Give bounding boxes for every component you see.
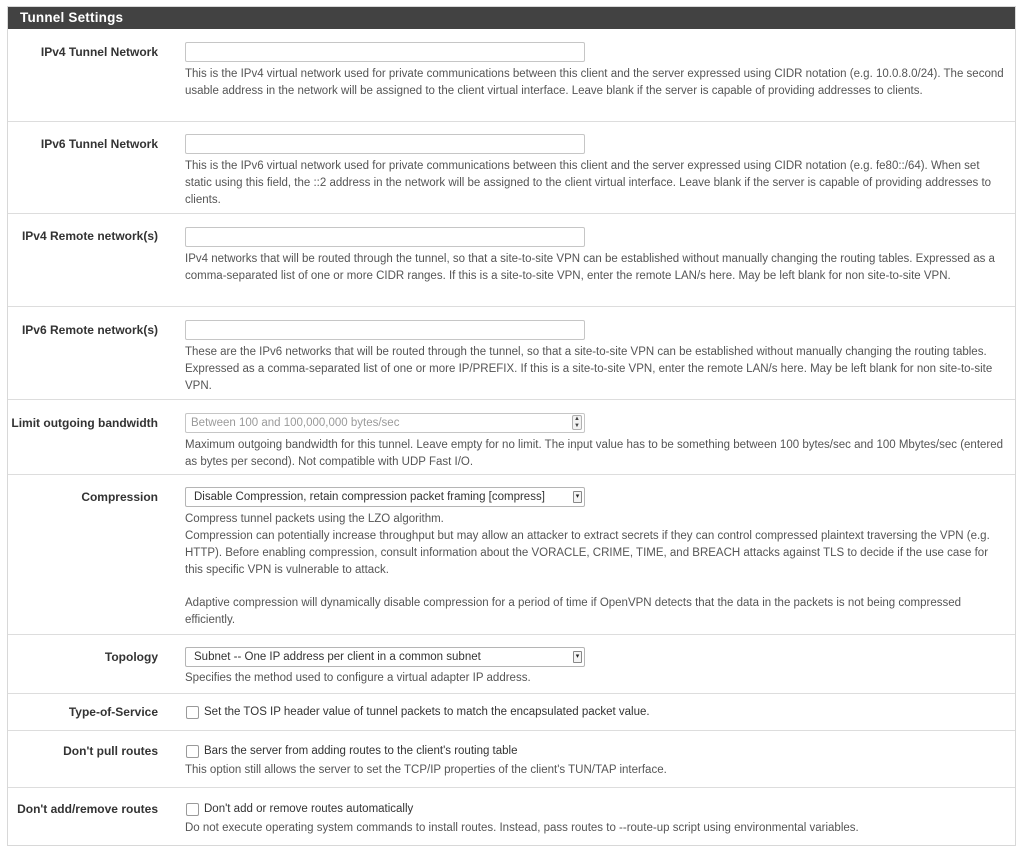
ipv6-remote-networks-label: IPv6 Remote network(s): [21, 323, 158, 337]
dont-add-remove-routes-help: Do not execute operating system commands to install routes. Instead, pass routes to --route-up script using environmental variables.: [185, 822, 859, 834]
ipv6-remote-networks-input[interactable]: [185, 320, 585, 340]
type-of-service-checkbox[interactable]: [186, 706, 199, 719]
compression-help: [185, 511, 1009, 629]
row-type-of-service: [8, 694, 1015, 731]
compression-help-lzo: Compress tunnel packets using the LZO algorithm.: [185, 513, 444, 525]
dont-pull-routes-checkbox[interactable]: [186, 745, 199, 758]
row-ipv4-remote-networks: [8, 214, 1015, 307]
row-ipv6-tunnel-network: [8, 122, 1015, 214]
compression-help-adaptive: Adaptive compression will dynamically disable compression for a period of time if OpenVPN detects that the data in the packets is not being compressed efficiently.: [185, 597, 962, 626]
row-dont-pull-routes: [8, 731, 1015, 788]
type-of-service-label: Type-of-Service: [68, 705, 158, 719]
ipv4-tunnel-network-help: This is the IPv4 virtual network used for private communications between this client and the server expressed using CIDR notation (e.g. 10.0.8.0/24). The second usable address in the network will be assigned to the client virtual interface. Leave blank if the server is capable of providing addresses to clients.: [185, 68, 1004, 97]
limit-outgoing-bandwidth-label: Limit outgoing bandwidth: [11, 416, 158, 430]
dont-pull-routes-checkbox-label[interactable]: Bars the server from adding routes to the client's routing table: [204, 745, 518, 757]
ipv6-tunnel-network-input[interactable]: [185, 134, 585, 154]
ipv4-remote-networks-label: IPv4 Remote network(s): [21, 229, 158, 243]
topology-selected-value: Subnet -- One IP address per client in a common subnet: [194, 651, 481, 663]
limit-outgoing-bandwidth-help: Maximum outgoing bandwidth for this tunnel. Leave empty for no limit. The input value has to be something between 100 bytes/sec and 100 Mbytes/sec (entered as bytes per second). Not compatible with UDP Fast I/O.: [185, 439, 1004, 468]
limit-outgoing-bandwidth-input[interactable]: [185, 413, 585, 433]
dropdown-arrow-icon: ▾: [573, 491, 582, 503]
compression-label: Compression: [81, 490, 158, 504]
row-topology: [8, 635, 1015, 694]
topology-select[interactable]: [185, 647, 585, 667]
panel-title: Tunnel Settings: [8, 7, 1015, 29]
spinner-arrows-icon[interactable]: ▲ ▼: [572, 415, 582, 430]
row-compression: [8, 475, 1015, 635]
compression-help-security: Compression can potentially increase throughput but may allow an attacker to extract secrets if they can control compressed plaintext traversing the VPN (e.g. HTTP). Before enabling compression, consult information about the VORACLE, CRIME, TIME, and BREACH attacks against TLS to decide if the use case for this specific VPN is vulnerable to attack.: [185, 530, 990, 576]
dropdown-arrow-icon: ▾: [573, 651, 582, 663]
ipv4-remote-networks-input[interactable]: [185, 227, 585, 247]
row-ipv4-tunnel-network: [8, 29, 1015, 122]
dont-pull-routes-help: This option still allows the server to set the TCP/IP properties of the client's TUN/TAP interface.: [185, 764, 667, 776]
topology-label: Topology: [104, 650, 158, 664]
dont-pull-routes-label: Don't pull routes: [63, 744, 158, 758]
row-dont-add-remove-routes: [8, 788, 1015, 848]
ipv4-tunnel-network-input[interactable]: [185, 42, 585, 62]
dont-add-remove-routes-checkbox-label[interactable]: Don't add or remove routes automatically: [204, 803, 414, 815]
compression-select[interactable]: [185, 487, 585, 507]
row-ipv6-remote-networks: [8, 307, 1015, 400]
ipv4-tunnel-network-label: IPv4 Tunnel Network: [40, 45, 158, 59]
row-limit-outgoing-bandwidth: [8, 400, 1015, 475]
ipv6-tunnel-network-label: IPv6 Tunnel Network: [40, 137, 158, 151]
type-of-service-checkbox-label[interactable]: Set the TOS IP header value of tunnel packets to match the encapsulated packet value.: [204, 706, 650, 718]
ipv6-tunnel-network-help: This is the IPv6 virtual network used for private communications between this client and the server expressed using CIDR notation (e.g. fe80::/64). When set static using this field, the ::2 address in the network will be assigned to the client virtual interface. Leave blank if the server is capable of providing addresses to clients.: [185, 160, 992, 206]
topology-help: Specifies the method used to configure a virtual adapter IP address.: [185, 672, 531, 684]
compression-selected-value: Disable Compression, retain compression packet framing [compress]: [194, 491, 545, 503]
bandwidth-number-field: [185, 413, 585, 433]
dont-add-remove-routes-checkbox[interactable]: [186, 803, 199, 816]
tunnel-settings-panel: [7, 6, 1016, 846]
ipv6-remote-networks-help: These are the IPv6 networks that will be routed through the tunnel, so that a site-to-site VPN can be established without manually changing the routing tables. Expressed as a comma-separated list of one or more IP/PREFIX. If this is a site-to-site VPN, enter the remote LAN/s here. May be left blank for non site-to-site VPN.: [185, 346, 993, 392]
dont-add-remove-routes-label: Don't add/remove routes: [17, 802, 158, 816]
ipv4-remote-networks-help: IPv4 networks that will be routed through the tunnel, so that a site-to-site VPN can be established without manually changing the routing tables. Expressed as a comma-separated list of one or more CIDR ranges. If this is a site-to-site VPN, enter the remote LAN/s here. May be left blank for non site-to-site VPN.: [185, 253, 995, 282]
